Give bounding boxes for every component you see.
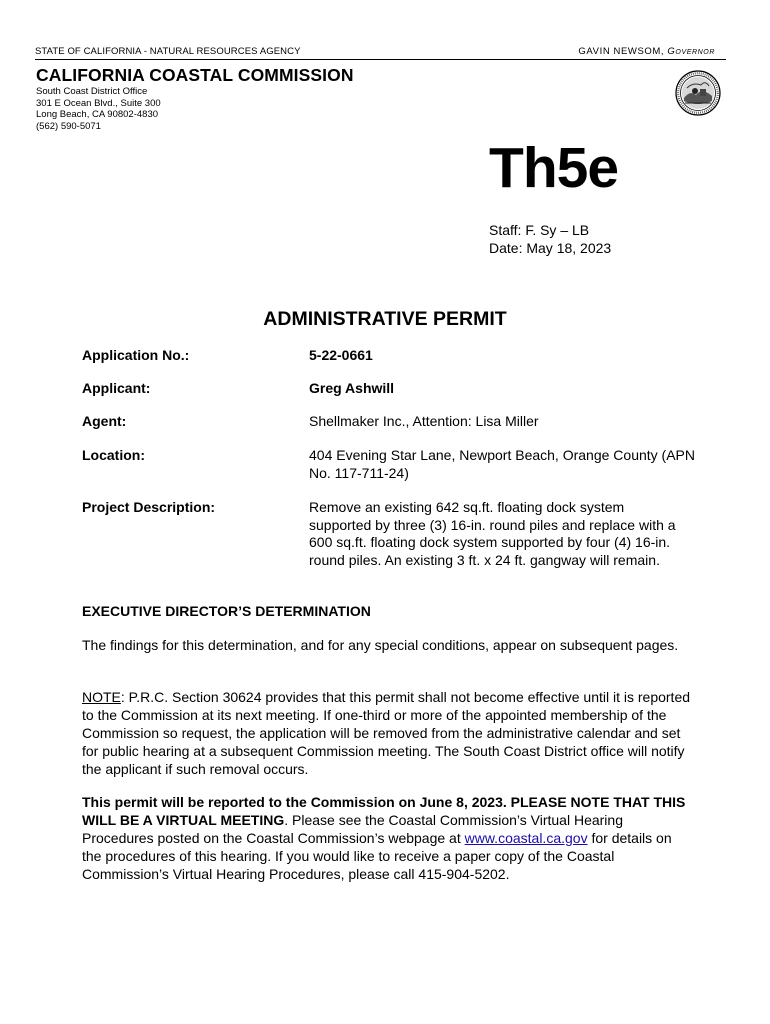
determination-heading: EXECUTIVE DIRECTOR’S DETERMINATION — [82, 603, 371, 619]
note-label: NOTE — [82, 689, 121, 705]
organization-name: CALIFORNIA COASTAL COMMISSION — [36, 65, 354, 85]
report-paragraph — [82, 793, 692, 883]
project-description-value: Remove an existing 642 sq.ft. floating dock system supported by three (3) 16-in. round piles and replace with a 600 sq.ft. floating dock system supported by four (4) 16-in. round piles. An existing 3 ft. x 24 ft. gangway will remain. — [309, 499, 676, 568]
governor-line — [578, 46, 715, 57]
location-label: Location: — [82, 447, 145, 463]
governor-title: Governor — [667, 46, 715, 57]
agency-line: STATE OF CALIFORNIA - NATURAL RESOURCES AGENCY — [35, 46, 301, 57]
agent-label: Agent: — [82, 413, 127, 429]
application-no-label: Application No.: — [82, 347, 190, 363]
findings-paragraph: The findings for this determination, and for any special conditions, appear on subsequent pages. — [82, 637, 679, 653]
report-text-continued: for details on the procedures of this hearing. If you would like to receive a paper copy of the Coastal Commission’s Virtual Hearing Procedures, please call 415-904-5202. — [82, 830, 672, 882]
document-title: ADMINISTRATIVE PERMIT — [263, 308, 507, 330]
governor-name: GAVIN NEWSOM, — [578, 46, 668, 57]
coastal-website-link[interactable]: www.coastal.ca.gov — [464, 830, 588, 846]
office-line: South Coast District Office — [36, 86, 148, 97]
california-seal-icon — [675, 70, 721, 116]
note-paragraph — [82, 688, 690, 778]
staff-date-block — [489, 222, 611, 257]
application-no-value: 5-22-0661 — [309, 347, 373, 363]
office-line: Long Beach, CA 90802-4830 — [36, 109, 159, 121]
agenda-item-number: Th5e — [489, 136, 619, 200]
note-text: : P.R.C. Section 30624 provides that this permit shall not become effective until it is reported to the Commission at its next meeting. If one-third or more of the appointed membership of the Commission so request, the application will be removed from the administrative calendar and set for public hearing at a subsequent Commission meeting. The South Coast District office will notify the applicant if such removal occurs. — [82, 689, 691, 777]
header-rule — [35, 59, 726, 60]
report-bold-text: This permit will be reported to the Commission on June 8, 2023. PLEASE NOTE THAT THIS WILL BE A VIRTUAL MEETING — [82, 794, 686, 828]
office-address — [36, 86, 161, 132]
project-description-label: Project Description: — [82, 499, 216, 515]
office-line: 301 E Ocean Blvd., Suite 300 — [36, 97, 161, 109]
office-phone: (562) 590-5071 — [36, 120, 101, 132]
date-line: Date: May 18, 2023 — [489, 239, 612, 256]
agent-value: Shellmaker Inc., Attention: Lisa Miller — [309, 413, 539, 429]
report-text: . Please see the Coastal Commission’s Virtual Hearing Procedures posted on the Coastal Commission’s webpage at — [82, 812, 623, 846]
applicant-label: Applicant: — [82, 380, 151, 396]
staff-line: Staff: F. Sy – LB — [489, 222, 590, 238]
applicant-value: Greg Ashwill — [309, 380, 395, 396]
location-value: 404 Evening Star Lane, Newport Beach, Orange County (APN No. 117-711-24) — [309, 447, 695, 481]
